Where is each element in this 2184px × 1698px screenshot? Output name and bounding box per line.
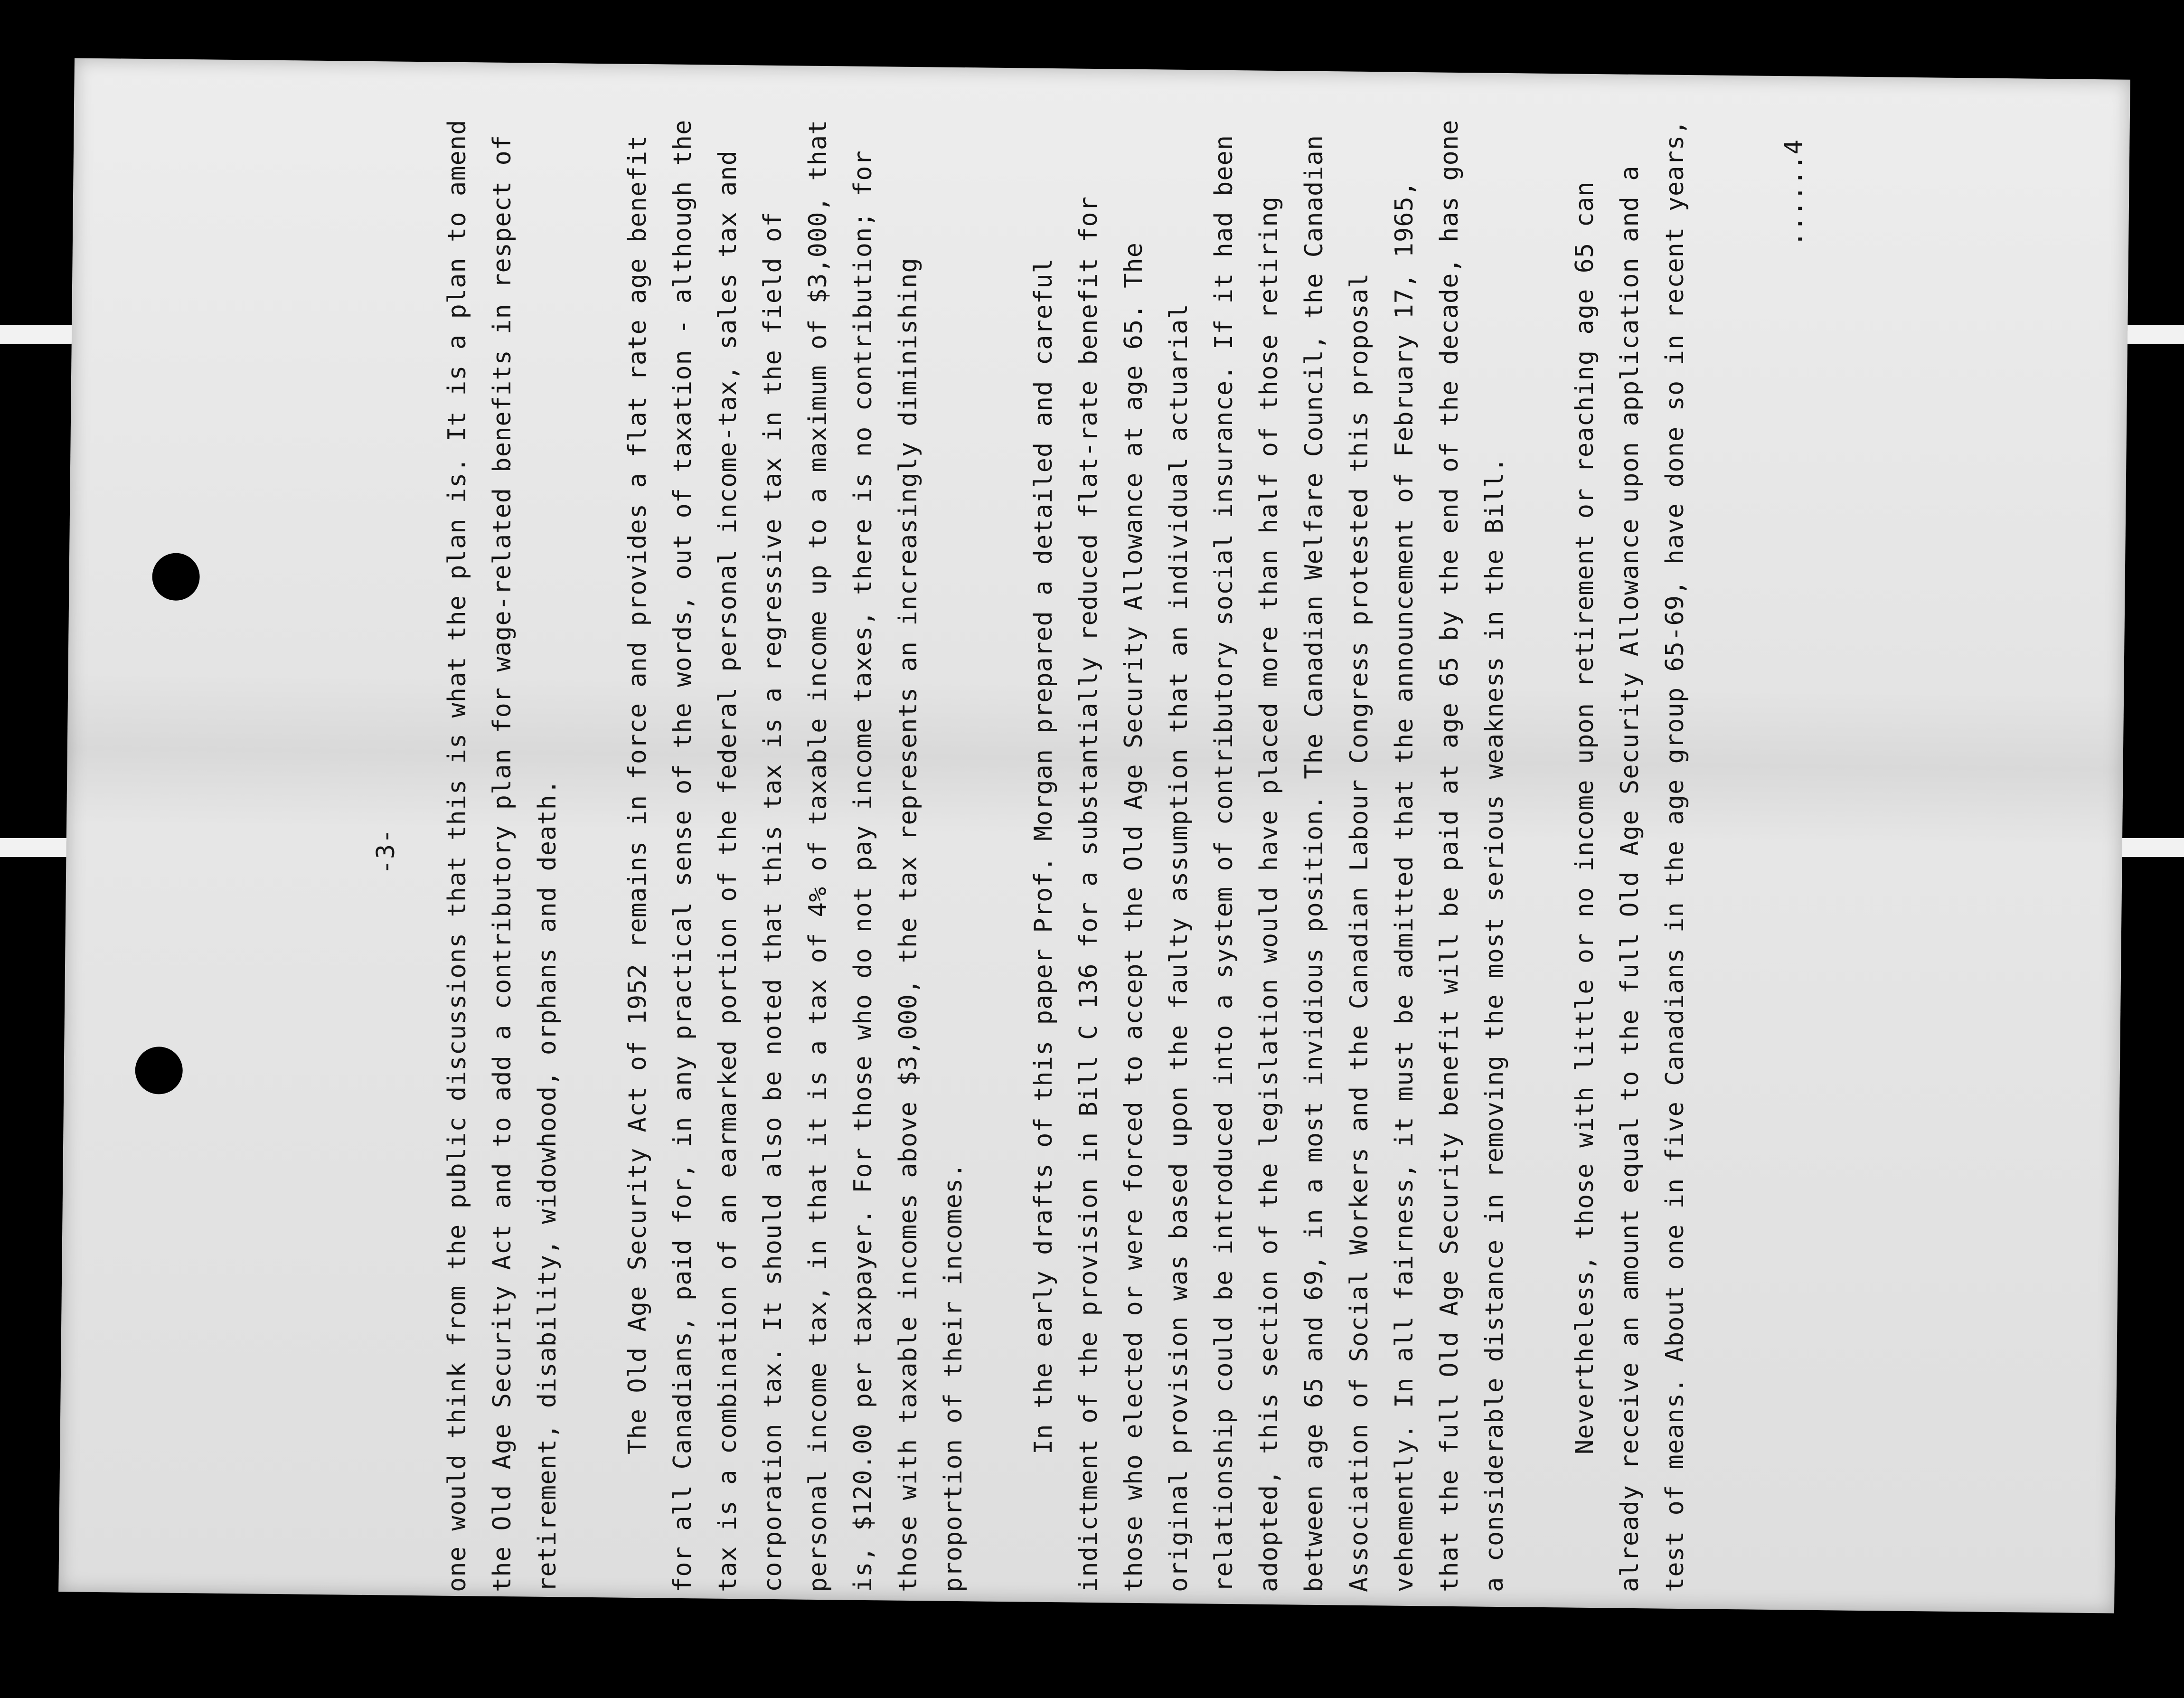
punch-hole-top bbox=[152, 553, 200, 601]
paragraph-4: Nevertheless, those with little or no income upon retirement or reaching age 65 can already receive an amount equal to the full Old Age Security Allowance upon application and a test of means. About one in five Canadians in the age group 65-69, have done so in recent years, bbox=[1571, 119, 1689, 1592]
typed-document bbox=[364, 111, 1817, 1592]
paragraph-3: In the early drafts of this paper Prof. Morgan prepared a detailed and careful indictment of the provision in Bill C 136 for a substantially reduced flat-rate benefit for those who elected or were forced to accept the Old Age Security Allowance at age 65. The original provision was based upon the faulty assumption that an individual actuarial relationship could be introduced into a system of contributory social insurance. If it had been adopted, this section of the legislation would have placed more than half of those retiring between age 65 and 69, in a most invidious position. The Canadian Welfare Council, the Canadian Association of Social Workers and the Canadian Labour Congress protested this proposal vehemently. In all fairness, it must be admitted that the announcement of February 17, 1965, that the full Old Age Security benefit will be paid at age 65 by the end of the decade, has gone a considerable distance in removing the most serious weakness in the Bill. bbox=[1029, 119, 1509, 1592]
continuation-marker: ......4 bbox=[1779, 139, 1808, 247]
punch-hole-bottom bbox=[135, 1047, 183, 1094]
paragraph-1: one would think from the public discussions that this is what the plan is. It is a plan to amend the Old Age Security Act and to add a contributory plan for wage-related benefits in respect of retirement, disability, widowhood, orphans and death. bbox=[443, 119, 562, 1592]
page-number: -3- bbox=[372, 828, 400, 875]
document-body bbox=[435, 111, 1743, 1592]
paragraph-2: The Old Age Security Act of 1952 remains in force and provides a flat rate age benefit for all Canadians, paid for, in any practical sense of the words, out of taxation - although the tax is a combination of an earmarked portion of the federal personal income-tax, sales tax and corporation tax. It should also be noted that this tax is a regressive tax in the field of personal income tax, in that it is a tax of 4% of taxable income up to a maximum of $3,000, that is, $120.00 per taxpayer. For those who do not pay income taxes, there is no contribution; for those with taxable incomes above $3,000, the tax represents an increasingly diminishing proportion of their incomes. bbox=[623, 119, 968, 1592]
